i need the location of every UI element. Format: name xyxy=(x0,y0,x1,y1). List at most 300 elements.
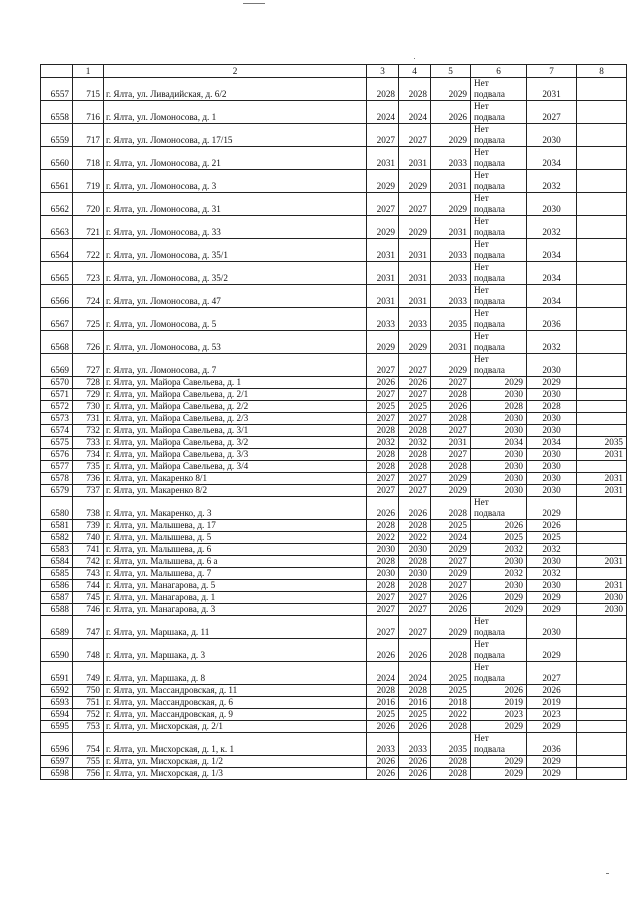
col6-cell: 2025 xyxy=(471,532,527,544)
col5-cell: 2031 xyxy=(431,216,471,239)
col5-cell: 2027 xyxy=(431,449,471,461)
col8-cell xyxy=(577,685,627,697)
row-number: 6561 xyxy=(41,170,73,193)
object-id: 756 xyxy=(73,768,104,780)
col6-cell: 2032 xyxy=(471,568,527,580)
col7-cell: 2028 xyxy=(527,401,577,413)
address-cell: г. Ялта, ул. Майора Савельева, д. 3/1 xyxy=(104,425,367,437)
col5-cell: 2031 xyxy=(431,331,471,354)
col4-cell: 2016 xyxy=(399,697,431,709)
col3-cell: 2031 xyxy=(367,285,399,308)
row-number: 6573 xyxy=(41,413,73,425)
header-cell: 8 xyxy=(577,65,627,78)
row-number: 6557 xyxy=(41,78,73,101)
col7-cell: 2029 xyxy=(527,721,577,733)
col4-cell: 2030 xyxy=(399,544,431,556)
address-cell: г. Ялта, ул. Манагарова, д. 3 xyxy=(104,604,367,616)
col7-cell: 2036 xyxy=(527,308,577,331)
col5-cell: 2028 xyxy=(431,721,471,733)
col4-cell: 2028 xyxy=(399,425,431,437)
col7-cell: 2030 xyxy=(527,580,577,592)
col7-cell: 2030 xyxy=(527,485,577,497)
col8-cell xyxy=(577,544,627,556)
col3-cell: 2024 xyxy=(367,662,399,685)
basement-line-1: Нет xyxy=(474,193,489,203)
col4-cell: 2031 xyxy=(399,147,431,170)
col6-cell: 2029 xyxy=(471,768,527,780)
col4-cell: 2031 xyxy=(399,239,431,262)
basement-line-2: подвала xyxy=(474,89,505,99)
col4-cell: 2028 xyxy=(399,461,431,473)
table-row xyxy=(41,331,627,354)
col3-cell: 2028 xyxy=(367,461,399,473)
col7-cell: 2030 xyxy=(527,124,577,147)
object-id: 735 xyxy=(73,461,104,473)
address-cell: г. Ялта, ул. Майора Савельева, д. 3/2 xyxy=(104,437,367,449)
col5-cell: 2029 xyxy=(431,193,471,216)
basement-line-2: подвала xyxy=(474,650,505,660)
row-number: 6567 xyxy=(41,308,73,331)
col8-cell xyxy=(577,193,627,216)
row-number: 6584 xyxy=(41,556,73,568)
col7-cell: 2029 xyxy=(527,604,577,616)
col6-cell: 2030 xyxy=(471,449,527,461)
col3-cell: 2029 xyxy=(367,331,399,354)
table-row xyxy=(41,262,627,285)
address-cell: г. Ялта, ул. Ломоносова, д. 5 xyxy=(104,308,367,331)
col5-cell: 2028 xyxy=(431,639,471,662)
col6-cell: 2019 xyxy=(471,697,527,709)
col4-cell: 2024 xyxy=(399,662,431,685)
col8-cell xyxy=(577,497,627,520)
row-number: 6597 xyxy=(41,756,73,768)
object-id: 744 xyxy=(73,580,104,592)
col8-cell xyxy=(577,354,627,377)
basement-line-2: подвала xyxy=(474,250,505,260)
basement-cell xyxy=(471,354,527,377)
col8-cell: 2030 xyxy=(577,604,627,616)
col5-cell: 2028 xyxy=(431,413,471,425)
col8-cell xyxy=(577,520,627,532)
col4-cell: 2024 xyxy=(399,101,431,124)
col5-cell: 2033 xyxy=(431,285,471,308)
address-cell: г. Ялта, ул. Малышева, д. 17 xyxy=(104,520,367,532)
col7-cell: 2030 xyxy=(527,413,577,425)
basement-line-1: Нет xyxy=(474,733,489,743)
col7-cell: 2030 xyxy=(527,449,577,461)
table-row xyxy=(41,544,627,556)
col5-cell: 2033 xyxy=(431,147,471,170)
col6-cell: 2029 xyxy=(471,377,527,389)
col6-cell: 2026 xyxy=(471,520,527,532)
object-id: 716 xyxy=(73,101,104,124)
col8-cell xyxy=(577,262,627,285)
col5-cell: 2025 xyxy=(431,520,471,532)
col3-cell: 2027 xyxy=(367,193,399,216)
col4-cell: 2026 xyxy=(399,756,431,768)
col7-cell: 2030 xyxy=(527,389,577,401)
col8-cell: 2031 xyxy=(577,556,627,568)
object-id: 723 xyxy=(73,262,104,285)
basement-line-1: Нет xyxy=(474,354,489,364)
col7-cell: 2027 xyxy=(527,101,577,124)
col6-cell: 2030 xyxy=(471,485,527,497)
col4-cell: 2033 xyxy=(399,733,431,756)
header-cell: 4 xyxy=(399,65,431,78)
col3-cell: 2031 xyxy=(367,262,399,285)
col7-cell: 2034 xyxy=(527,239,577,262)
col3-cell: 2026 xyxy=(367,639,399,662)
basement-line-2: подвала xyxy=(474,508,505,518)
col6-cell: 2029 xyxy=(471,592,527,604)
table-row xyxy=(41,520,627,532)
basement-cell xyxy=(471,308,527,331)
col4-cell: 2027 xyxy=(399,354,431,377)
row-number: 6598 xyxy=(41,768,73,780)
col5-cell: 2029 xyxy=(431,78,471,101)
col4-cell: 2026 xyxy=(399,377,431,389)
address-cell: г. Ялта, ул. Ливадийская, д. 6/2 xyxy=(104,78,367,101)
table-row xyxy=(41,425,627,437)
col5-cell: 2026 xyxy=(431,604,471,616)
row-number: 6586 xyxy=(41,580,73,592)
address-cell: г. Ялта, ул. Маршака, д. 11 xyxy=(104,616,367,639)
table-row xyxy=(41,709,627,721)
object-id: 747 xyxy=(73,616,104,639)
col5-cell: 2025 xyxy=(431,662,471,685)
col4-cell: 2025 xyxy=(399,401,431,413)
col8-cell xyxy=(577,331,627,354)
col3-cell: 2026 xyxy=(367,768,399,780)
table-row xyxy=(41,216,627,239)
basement-line-2: подвала xyxy=(474,744,505,754)
table-row xyxy=(41,101,627,124)
col7-cell: 2030 xyxy=(527,473,577,485)
object-id: 743 xyxy=(73,568,104,580)
col6-cell: 2030 xyxy=(471,425,527,437)
col7-cell: 2029 xyxy=(527,639,577,662)
basement-cell xyxy=(471,662,527,685)
object-id: 717 xyxy=(73,124,104,147)
row-number: 6579 xyxy=(41,485,73,497)
table-row xyxy=(41,449,627,461)
object-id: 726 xyxy=(73,331,104,354)
table-row xyxy=(41,401,627,413)
col3-cell: 2031 xyxy=(367,147,399,170)
col5-cell: 2028 xyxy=(431,756,471,768)
col3-cell: 2033 xyxy=(367,308,399,331)
col5-cell: 2029 xyxy=(431,473,471,485)
basement-line-1: Нет xyxy=(474,331,489,341)
col3-cell: 2027 xyxy=(367,592,399,604)
col5-cell: 2029 xyxy=(431,568,471,580)
basement-line-2: подвала xyxy=(474,273,505,283)
col6-cell: 2030 xyxy=(471,413,527,425)
object-id: 751 xyxy=(73,697,104,709)
basement-line-2: подвала xyxy=(474,135,505,145)
col7-cell: 2027 xyxy=(527,662,577,685)
table-row xyxy=(41,124,627,147)
col5-cell: 2029 xyxy=(431,485,471,497)
address-cell: г. Ялта, ул. Майора Савельева, д. 1 xyxy=(104,377,367,389)
basement-line-2: подвала xyxy=(474,112,505,122)
col7-cell: 2030 xyxy=(527,461,577,473)
col7-cell: 2026 xyxy=(527,520,577,532)
row-number: 6568 xyxy=(41,331,73,354)
address-cell: г. Ялта, ул. Ломоносова, д. 35/2 xyxy=(104,262,367,285)
basement-cell xyxy=(471,101,527,124)
row-number: 6585 xyxy=(41,568,73,580)
col8-cell xyxy=(577,124,627,147)
basement-line-2: подвала xyxy=(474,227,505,237)
col5-cell: 2035 xyxy=(431,308,471,331)
object-id: 734 xyxy=(73,449,104,461)
basement-line-2: подвала xyxy=(474,342,505,352)
object-id: 748 xyxy=(73,639,104,662)
col5-cell: 2026 xyxy=(431,592,471,604)
basement-line-1: Нет xyxy=(474,147,489,157)
col7-cell: 2032 xyxy=(527,170,577,193)
address-cell: г. Ялта, ул. Майора Савельева, д. 2/3 xyxy=(104,413,367,425)
scan-mark xyxy=(243,3,265,4)
col5-cell: 2027 xyxy=(431,425,471,437)
col6-cell: 2029 xyxy=(471,721,527,733)
object-id: 737 xyxy=(73,485,104,497)
col3-cell: 2027 xyxy=(367,473,399,485)
row-number: 6594 xyxy=(41,709,73,721)
basement-line-1: Нет xyxy=(474,497,489,507)
col5-cell: 2033 xyxy=(431,262,471,285)
col7-cell: 2023 xyxy=(527,709,577,721)
col5-cell: 2024 xyxy=(431,532,471,544)
basement-line-1: Нет xyxy=(474,616,489,626)
col4-cell: 2033 xyxy=(399,308,431,331)
col5-cell: 2031 xyxy=(431,170,471,193)
col4-cell: 2022 xyxy=(399,532,431,544)
basement-line-2: подвала xyxy=(474,319,505,329)
col4-cell: 2027 xyxy=(399,616,431,639)
col3-cell: 2029 xyxy=(367,216,399,239)
col6-cell: 2030 xyxy=(471,580,527,592)
address-cell: г. Ялта, ул. Майора Савельева, д. 3/3 xyxy=(104,449,367,461)
row-number: 6576 xyxy=(41,449,73,461)
table-row xyxy=(41,768,627,780)
row-number: 6577 xyxy=(41,461,73,473)
col4-cell: 2026 xyxy=(399,639,431,662)
address-cell: г. Ялта, ул. Мисхорская, д. 1, к. 1 xyxy=(104,733,367,756)
row-number: 6583 xyxy=(41,544,73,556)
object-id: 715 xyxy=(73,78,104,101)
address-cell: г. Ялта, ул. Мисхорская, д. 1/3 xyxy=(104,768,367,780)
basement-line-1: Нет xyxy=(474,239,489,249)
address-cell: г. Ялта, ул. Ломоносова, д. 21 xyxy=(104,147,367,170)
col7-cell: 2034 xyxy=(527,147,577,170)
row-number: 6564 xyxy=(41,239,73,262)
col5-cell: 2028 xyxy=(431,768,471,780)
table-row xyxy=(41,580,627,592)
table-row xyxy=(41,616,627,639)
basement-line-1: Нет xyxy=(474,216,489,226)
col4-cell: 2031 xyxy=(399,262,431,285)
col3-cell: 2027 xyxy=(367,413,399,425)
table-row xyxy=(41,239,627,262)
col7-cell: 2029 xyxy=(527,592,577,604)
col4-cell: 2028 xyxy=(399,520,431,532)
basement-cell xyxy=(471,124,527,147)
col5-cell: 2026 xyxy=(431,101,471,124)
table-row xyxy=(41,389,627,401)
object-id: 739 xyxy=(73,520,104,532)
col7-cell: 2032 xyxy=(527,331,577,354)
col8-cell xyxy=(577,721,627,733)
col4-cell: 2026 xyxy=(399,721,431,733)
col7-cell: 2030 xyxy=(527,193,577,216)
row-number: 6562 xyxy=(41,193,73,216)
basement-line-1: Нет xyxy=(474,639,489,649)
col3-cell: 2033 xyxy=(367,733,399,756)
object-id: 721 xyxy=(73,216,104,239)
col3-cell: 2030 xyxy=(367,544,399,556)
col5-cell: 2028 xyxy=(431,461,471,473)
col7-cell: 2025 xyxy=(527,532,577,544)
col4-cell: 2027 xyxy=(399,604,431,616)
col7-cell: 2026 xyxy=(527,685,577,697)
row-number: 6578 xyxy=(41,473,73,485)
col6-cell: 2032 xyxy=(471,544,527,556)
col8-cell: 2031 xyxy=(577,580,627,592)
table-row xyxy=(41,662,627,685)
col3-cell: 2025 xyxy=(367,401,399,413)
col7-cell: 2029 xyxy=(527,377,577,389)
object-id: 749 xyxy=(73,662,104,685)
basement-cell xyxy=(471,639,527,662)
row-number: 6572 xyxy=(41,401,73,413)
object-id: 750 xyxy=(73,685,104,697)
row-number: 6565 xyxy=(41,262,73,285)
basement-line-1: Нет xyxy=(474,285,489,295)
col5-cell: 2022 xyxy=(431,709,471,721)
table-row xyxy=(41,437,627,449)
object-id: 738 xyxy=(73,497,104,520)
col6-cell: 2028 xyxy=(471,401,527,413)
object-id: 727 xyxy=(73,354,104,377)
address-cell: г. Ялта, ул. Майора Савельева, д. 2/2 xyxy=(104,401,367,413)
col8-cell xyxy=(577,768,627,780)
col3-cell: 2016 xyxy=(367,697,399,709)
row-number: 6559 xyxy=(41,124,73,147)
col4-cell: 2028 xyxy=(399,685,431,697)
col5-cell: 2029 xyxy=(431,544,471,556)
col5-cell: 2027 xyxy=(431,580,471,592)
address-cell: г. Ялта, ул. Маршака, д. 3 xyxy=(104,639,367,662)
basement-cell xyxy=(471,262,527,285)
col6-cell: 2029 xyxy=(471,604,527,616)
col4-cell: 2028 xyxy=(399,556,431,568)
table-row xyxy=(41,721,627,733)
address-cell: г. Ялта, ул. Макаренко 8/2 xyxy=(104,485,367,497)
address-cell: г. Ялта, ул. Ломоносова, д. 47 xyxy=(104,285,367,308)
basement-line-1: Нет xyxy=(474,308,489,318)
col8-cell xyxy=(577,401,627,413)
object-id: 733 xyxy=(73,437,104,449)
basement-line-1: Нет xyxy=(474,78,489,88)
object-id: 736 xyxy=(73,473,104,485)
object-id: 724 xyxy=(73,285,104,308)
scan-mark xyxy=(606,873,609,874)
col5-cell: 2029 xyxy=(431,124,471,147)
col8-cell xyxy=(577,568,627,580)
col5-cell: 2026 xyxy=(431,401,471,413)
table-row xyxy=(41,604,627,616)
col7-cell: 2034 xyxy=(527,285,577,308)
col5-cell: 2027 xyxy=(431,556,471,568)
col6-cell: 2030 xyxy=(471,556,527,568)
col6-cell: 2030 xyxy=(471,473,527,485)
address-cell: г. Ялта, ул. Манагарова, д. 1 xyxy=(104,592,367,604)
address-cell: г. Ялта, ул. Ломоносова, д. 17/15 xyxy=(104,124,367,147)
table-row xyxy=(41,461,627,473)
address-cell: г. Ялта, ул. Малышева, д. 7 xyxy=(104,568,367,580)
address-cell: г. Ялта, ул. Манагарова, д. 5 xyxy=(104,580,367,592)
col4-cell: 2027 xyxy=(399,485,431,497)
row-number: 6560 xyxy=(41,147,73,170)
col7-cell: 2019 xyxy=(527,697,577,709)
col3-cell: 2027 xyxy=(367,124,399,147)
col3-cell: 2028 xyxy=(367,78,399,101)
col5-cell: 2028 xyxy=(431,389,471,401)
table-row xyxy=(41,733,627,756)
basement-cell xyxy=(471,497,527,520)
row-number: 6563 xyxy=(41,216,73,239)
object-id: 730 xyxy=(73,401,104,413)
col8-cell xyxy=(577,308,627,331)
table-row xyxy=(41,308,627,331)
address-cell: г. Ялта, ул. Малышева, д. 6 а xyxy=(104,556,367,568)
basement-line-1: Нет xyxy=(474,262,489,272)
col3-cell: 2028 xyxy=(367,425,399,437)
row-number: 6570 xyxy=(41,377,73,389)
object-id: 753 xyxy=(73,721,104,733)
col5-cell: 2029 xyxy=(431,616,471,639)
object-id: 732 xyxy=(73,425,104,437)
col7-cell: 2029 xyxy=(527,756,577,768)
col8-cell: 2031 xyxy=(577,449,627,461)
table-row xyxy=(41,497,627,520)
basement-line-2: подвала xyxy=(474,181,505,191)
col3-cell: 2028 xyxy=(367,449,399,461)
object-id: 719 xyxy=(73,170,104,193)
col3-cell: 2022 xyxy=(367,532,399,544)
address-cell: г. Ялта, ул. Массандровская, д. 11 xyxy=(104,685,367,697)
object-id: 741 xyxy=(73,544,104,556)
col8-cell xyxy=(577,756,627,768)
col7-cell: 2031 xyxy=(527,78,577,101)
col3-cell: 2029 xyxy=(367,170,399,193)
col4-cell: 2029 xyxy=(399,216,431,239)
col8-cell xyxy=(577,532,627,544)
col8-cell: 2035 xyxy=(577,437,627,449)
header-cell: 5 xyxy=(431,65,471,78)
basement-line-1: Нет xyxy=(474,662,489,672)
col8-cell: 2031 xyxy=(577,485,627,497)
col4-cell: 2027 xyxy=(399,413,431,425)
col6-cell: 2030 xyxy=(471,461,527,473)
col3-cell: 2032 xyxy=(367,437,399,449)
col5-cell: 2018 xyxy=(431,697,471,709)
row-number: 6590 xyxy=(41,639,73,662)
col4-cell: 2027 xyxy=(399,124,431,147)
col5-cell: 2029 xyxy=(431,354,471,377)
